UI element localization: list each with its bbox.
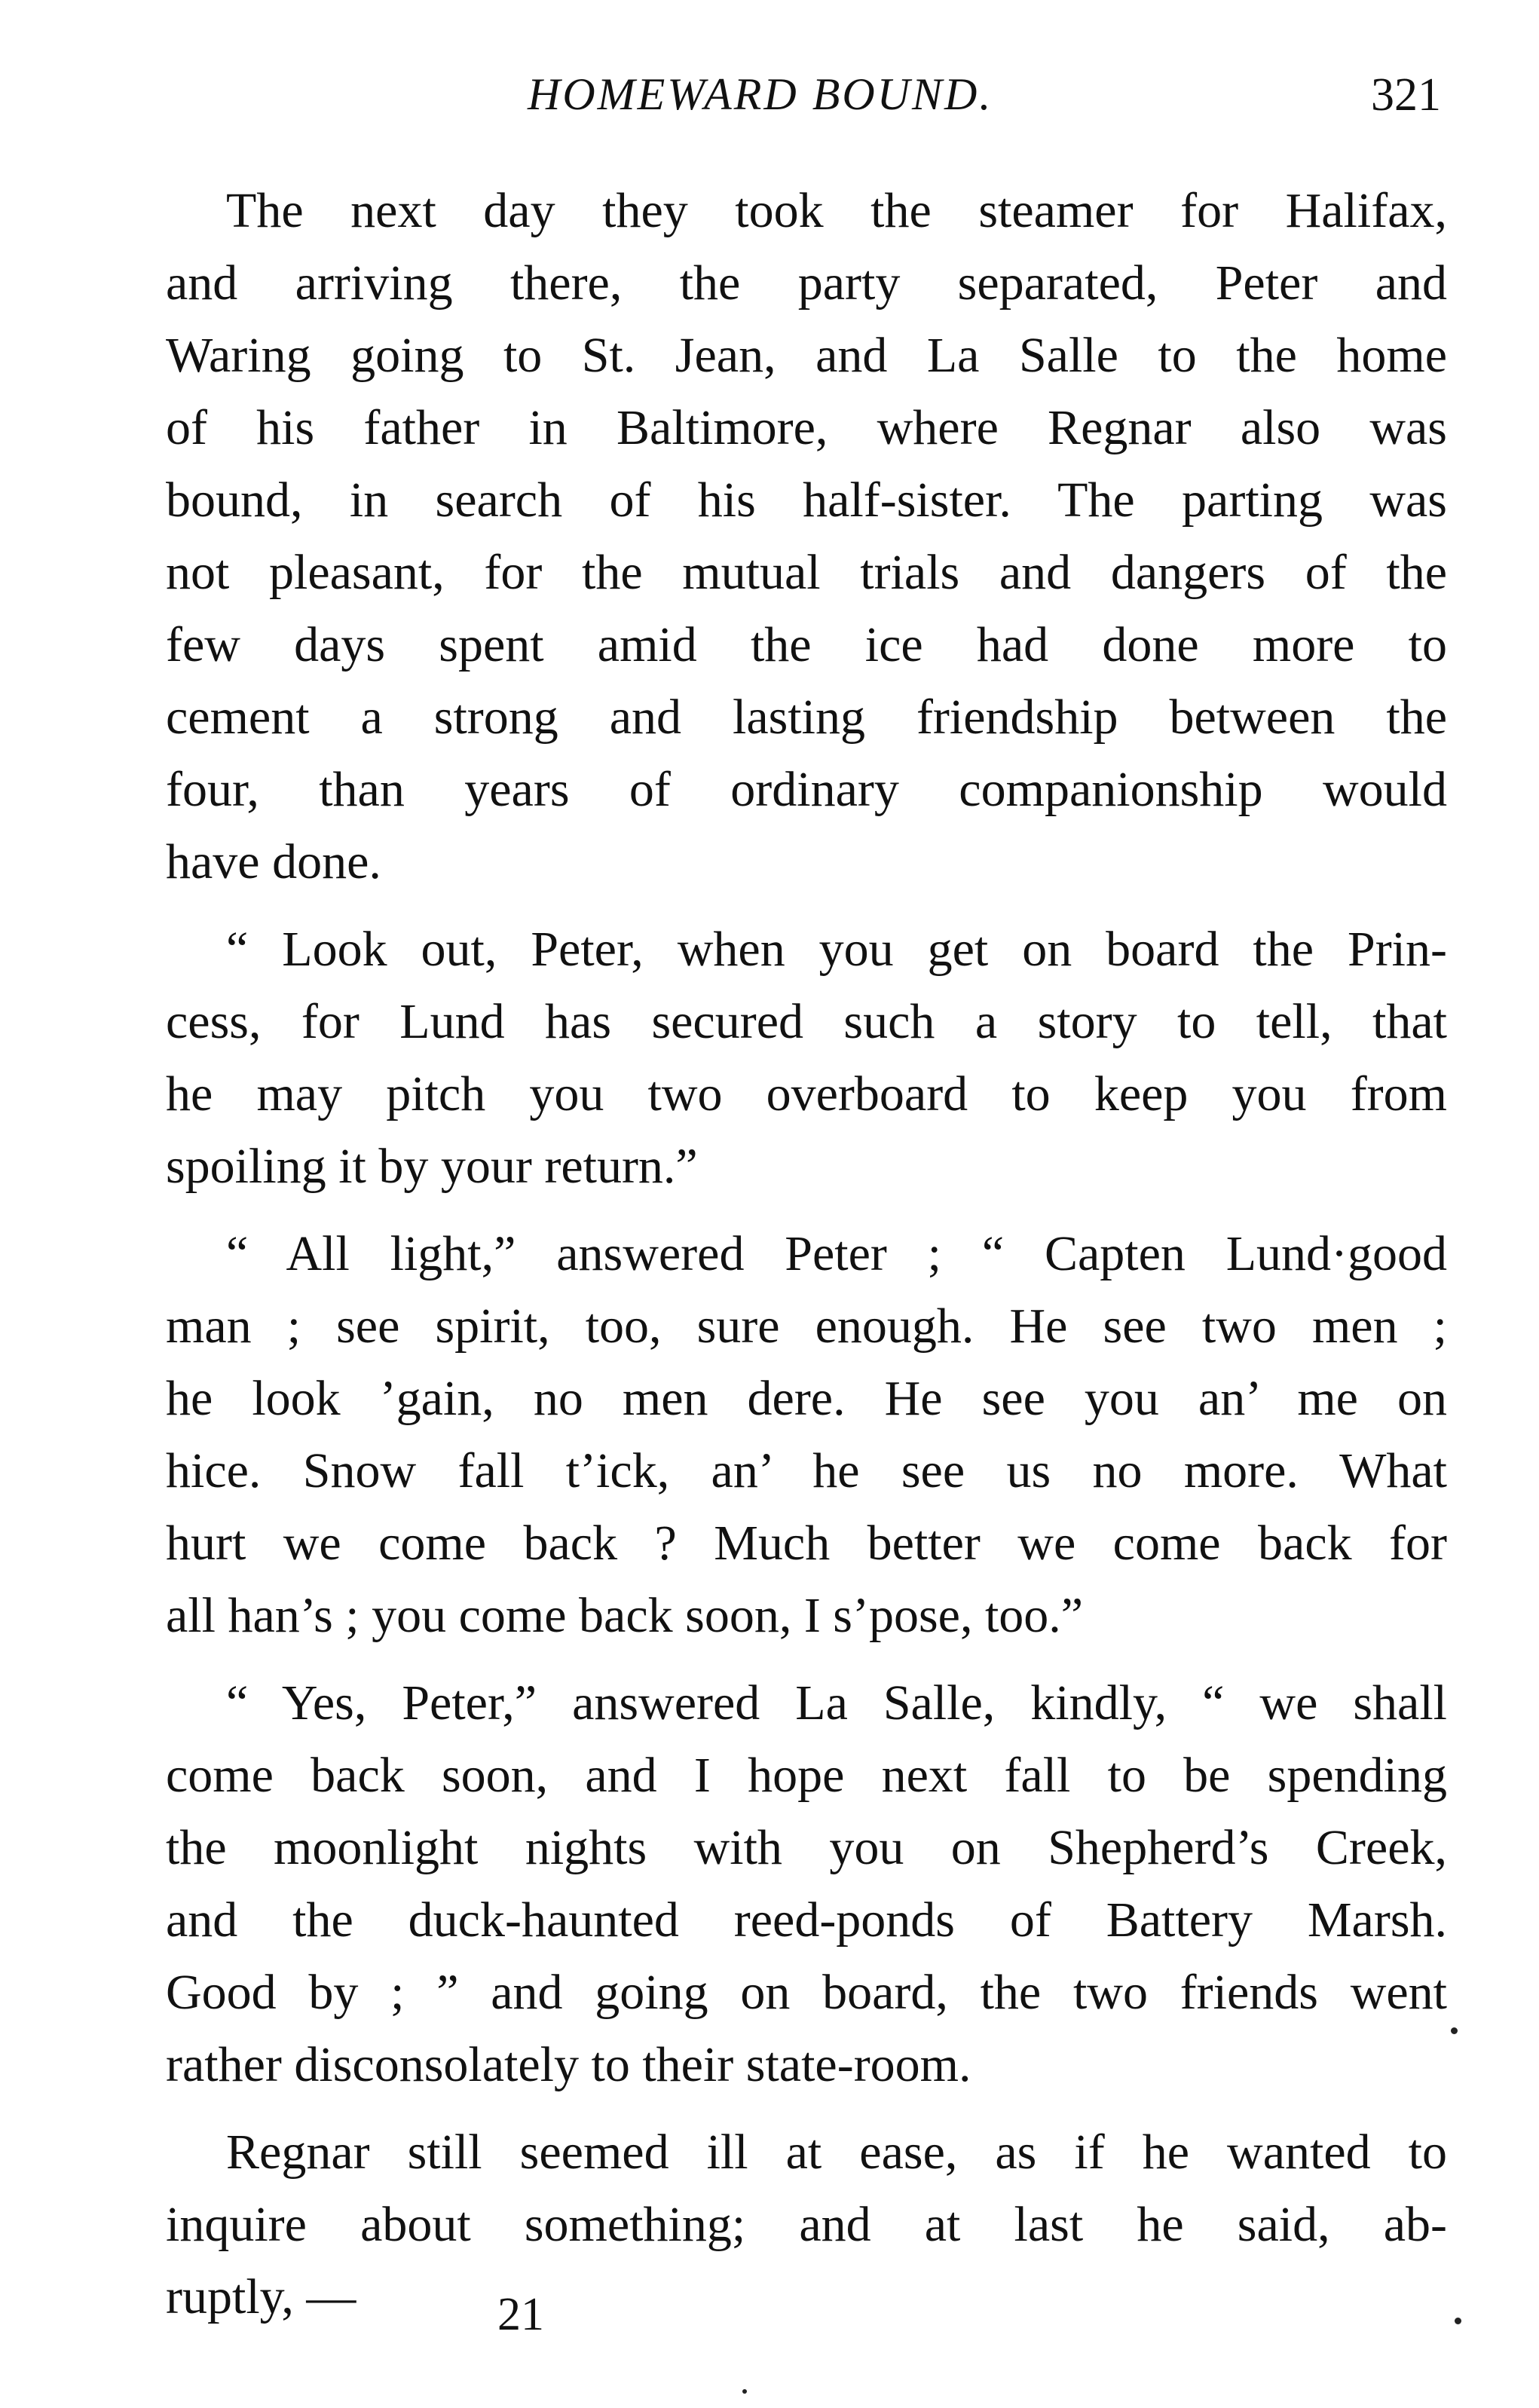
text-line: hice. Snow fall t’ick, an’ he see us no more. What — [166, 1443, 1447, 1498]
text-line: spoiling it by your return.” — [166, 1139, 698, 1194]
text-line: “ All light,” answered Peter ; “ Capten Lund·good — [226, 1226, 1447, 1281]
text-line: hurt we come back ? Much better we come back for — [166, 1516, 1447, 1571]
text-line: few days spent amid the ice had done more to — [166, 617, 1447, 672]
paragraph-2 — [166, 913, 1447, 1203]
text-line: Regnar still seemed ill at ease, as if he wanted to — [226, 2125, 1447, 2180]
text-line: man ; see spirit, too, sure enough. He see two men ; — [166, 1299, 1447, 1354]
text-line: “ Look out, Peter, when you get on board the Prin- — [226, 922, 1447, 977]
text-line: four, than years of ordinary companionship would — [166, 762, 1447, 817]
text-line: cess, for Lund has secured such a story to tell, that — [166, 994, 1447, 1049]
ink-speck — [1455, 2318, 1461, 2324]
running-head-title: HOMEWARD BOUND. — [528, 69, 993, 119]
signature-mark: 21 — [497, 2289, 544, 2340]
text-line: have done. — [166, 834, 381, 889]
paragraph-4 — [166, 1667, 1447, 2101]
text-line: Good by ; ” and going on board, the two friends went — [166, 1965, 1447, 2020]
ink-speck — [1451, 2027, 1458, 2034]
paragraph-3 — [166, 1218, 1447, 1652]
text-line: bound, in search of his half-sister. The parting was — [166, 473, 1447, 528]
text-line: ruptly, — — [166, 2269, 356, 2324]
body-text — [166, 175, 1447, 2348]
text-line: and the duck-haunted reed-ponds of Battery Marsh. — [166, 1892, 1447, 1948]
text-line: “ Yes, Peter,” answered La Salle, kindly, “ we shall — [226, 1675, 1447, 1730]
text-line: he look ’gain, no men dere. He see you an’ me on — [166, 1371, 1447, 1426]
text-line: cement a strong and lasting friendship between the — [166, 690, 1447, 745]
text-line: and arriving there, the party separated, Peter and — [166, 255, 1447, 311]
text-line: rather disconsolately to their state-room. — [166, 2037, 971, 2092]
text-line: all han’s ; you come back soon, I s’pose, too.” — [166, 1588, 1084, 1643]
text-line: inquire about something; and at last he said, ab- — [166, 2197, 1447, 2252]
text-line: The next day they took the steamer for Halifax, — [226, 183, 1447, 238]
ink-speck — [742, 2389, 747, 2394]
text-line: the moonlight nights with you on Shepherd’s Creek, — [166, 1820, 1447, 1875]
text-line: Waring going to St. Jean, and La Salle to the home — [166, 328, 1447, 383]
text-line: he may pitch you two overboard to keep you from — [166, 1066, 1447, 1121]
paragraph-1 — [166, 175, 1447, 898]
text-line: come back soon, and I hope next fall to be spending — [166, 1748, 1447, 1803]
text-line: of his father in Baltimore, where Regnar also was — [166, 400, 1447, 455]
page-number: 321 — [1371, 69, 1441, 121]
text-line: not pleasant, for the mutual trials and dangers of the — [166, 545, 1447, 600]
paragraph-5 — [166, 2116, 1447, 2333]
